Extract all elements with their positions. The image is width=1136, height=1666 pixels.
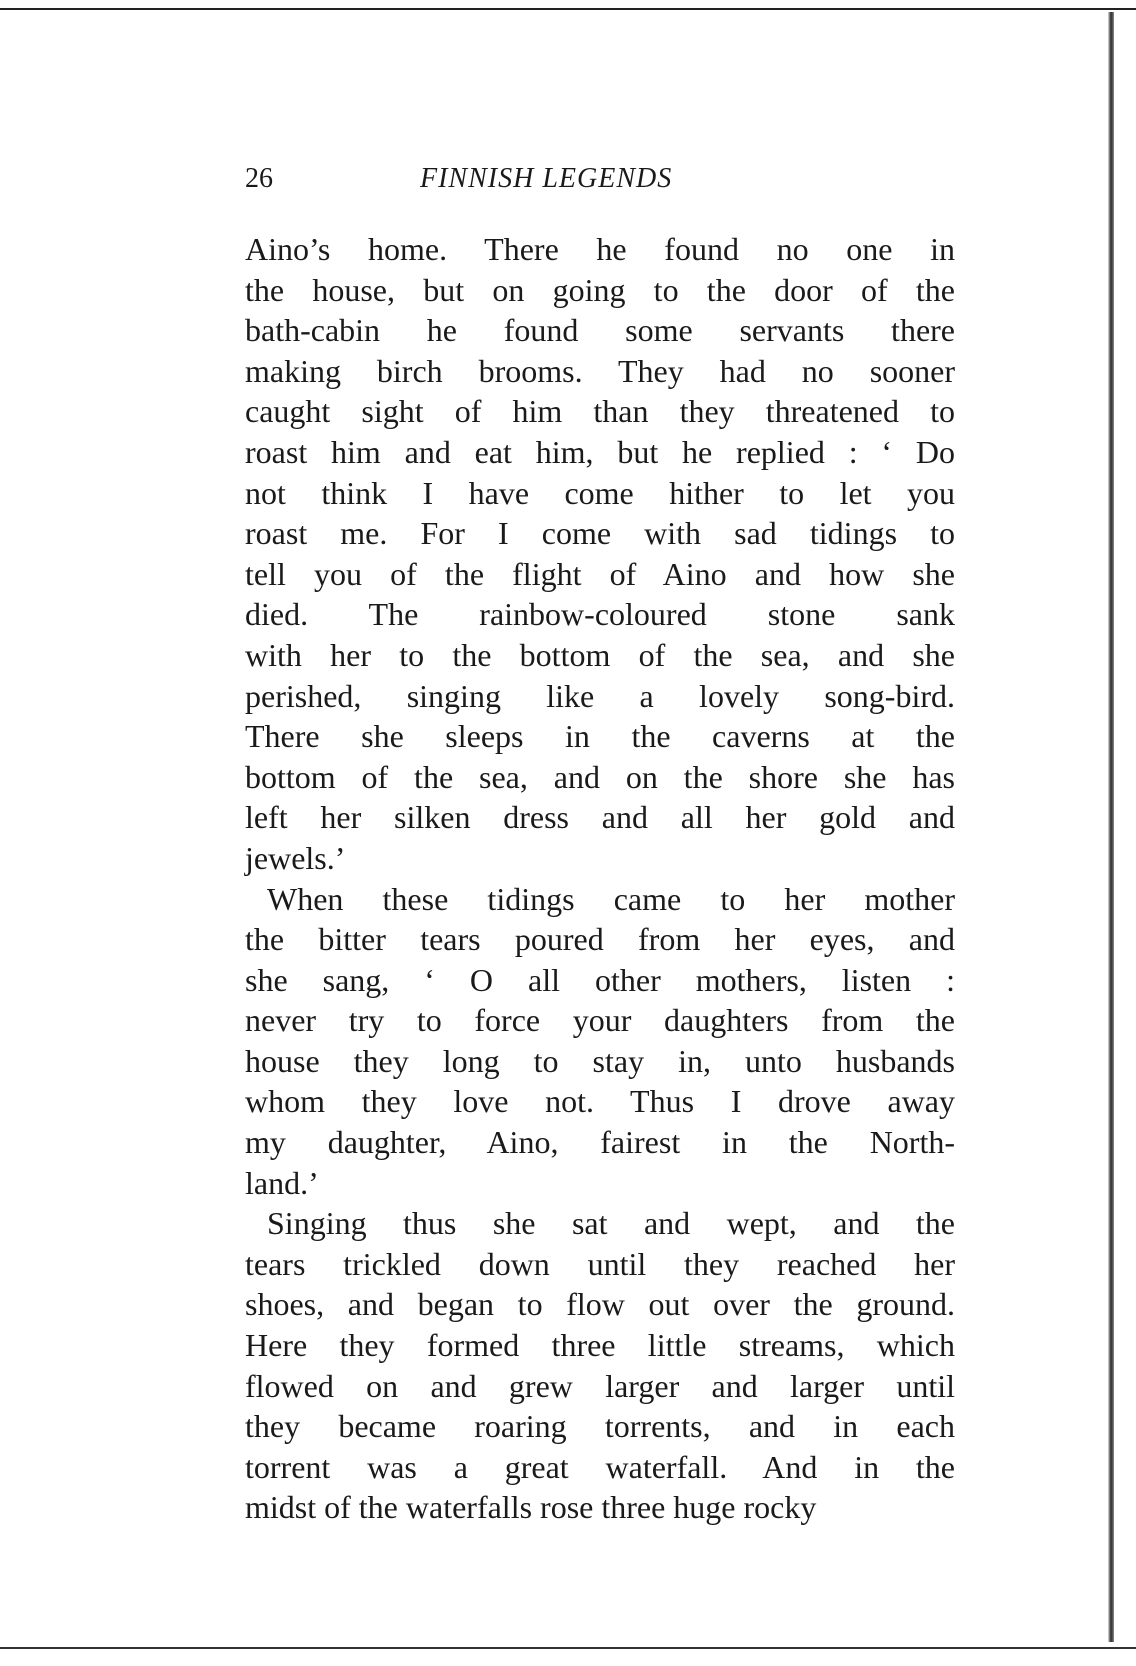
paragraph bbox=[245, 229, 955, 879]
text-line: jewels.’ bbox=[245, 839, 346, 876]
text-line: bottom of the sea, and on the shore she has bbox=[245, 758, 955, 795]
page-binding-edge bbox=[1108, 12, 1114, 1642]
text-line: the bitter tears poured from her eyes, and bbox=[245, 921, 955, 958]
text-line: died. The rainbow-coloured stone sank bbox=[245, 596, 955, 633]
text-line: Singing thus she sat and wept, and the bbox=[267, 1205, 955, 1242]
text-line: shoes, and began to flow out over the ground. bbox=[245, 1286, 955, 1323]
text-line: flowed on and grew larger and larger until bbox=[245, 1367, 955, 1404]
text-line: whom they love not. Thus I drove away bbox=[245, 1083, 955, 1120]
text-line: not think I have come hither to let you bbox=[245, 474, 955, 511]
paragraph bbox=[245, 1203, 955, 1528]
page-number: 26 bbox=[245, 163, 273, 194]
text-line: roast me. For I come with sad tidings to bbox=[245, 515, 955, 552]
text-line: the house, but on going to the door of the bbox=[245, 271, 955, 308]
text-line: torrent was a great waterfall. And in the bbox=[245, 1448, 955, 1485]
bottom-rule bbox=[0, 1647, 1136, 1649]
text-line: Aino’s home. There he found no one in bbox=[245, 231, 955, 267]
running-head bbox=[245, 155, 955, 205]
text-line: they became roaring torrents, and in each bbox=[245, 1408, 955, 1445]
text-line: perished, singing like a lovely song-bird. bbox=[245, 677, 955, 714]
running-title: FINNISH LEGENDS bbox=[420, 163, 673, 194]
text-line: my daughter, Aino, fairest in the North- bbox=[245, 1124, 955, 1161]
text-line: roast him and eat him, but he replied : ‘ Do bbox=[245, 433, 955, 470]
paragraph bbox=[245, 879, 955, 1204]
text-line: left her silken dress and all her gold and bbox=[245, 799, 955, 836]
text-line: tell you of the flight of Aino and how she bbox=[245, 555, 955, 592]
text-line: never try to force your daughters from the bbox=[245, 1002, 955, 1039]
text-line: making birch brooms. They had no sooner bbox=[245, 352, 955, 389]
text-line: When these tidings came to her mother bbox=[267, 880, 955, 917]
text-line: with her to the bottom of the sea, and she bbox=[245, 636, 955, 673]
text-line: midst of the waterfalls rose three huge rocky bbox=[245, 1489, 817, 1526]
text-line: tears trickled down until they reached her bbox=[245, 1245, 955, 1282]
top-rule bbox=[0, 8, 1136, 10]
text-line: There she sleeps in the caverns at the bbox=[245, 718, 955, 755]
text-line: Here they formed three little streams, which bbox=[245, 1327, 955, 1364]
text-line: caught sight of him than they threatened to bbox=[245, 393, 955, 430]
text-line: she sang, ‘ O all other mothers, listen : bbox=[245, 961, 955, 998]
text-body bbox=[245, 229, 955, 1528]
text-line: house they long to stay in, unto husbands bbox=[245, 1042, 955, 1079]
text-line: bath-cabin he found some servants there bbox=[245, 312, 955, 349]
text-line: land.’ bbox=[245, 1164, 319, 1201]
book-page bbox=[245, 155, 955, 1528]
